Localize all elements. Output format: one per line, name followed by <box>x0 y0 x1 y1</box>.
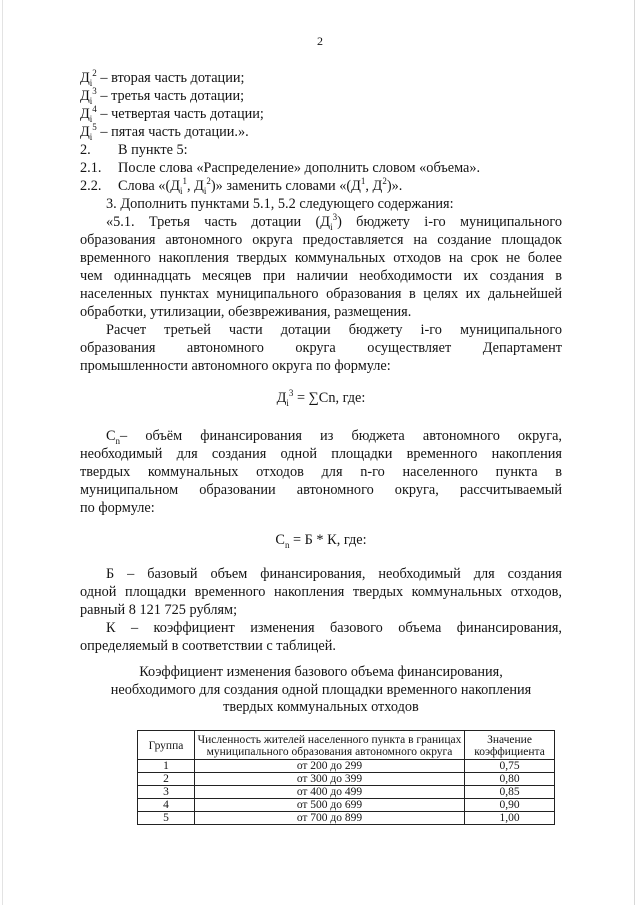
table-row <box>138 799 555 812</box>
table-title-line: твердых коммунальных отходов <box>223 699 419 715</box>
paragraph-5-1-line: образования автономного округа предоставляется на создание площадок <box>80 232 562 248</box>
paragraph-5-1-line: обработки, утилизации, обезвреживания, размещения. <box>80 304 412 320</box>
def-line: $Д_i^5$ – пятая часть дотации.». <box>80 122 249 142</box>
cell-group: 1 <box>138 760 195 773</box>
def-line: $Д_i^2$ – вторая часть дотации; <box>80 68 245 88</box>
cell-population: от 700 до 899 <box>195 812 465 825</box>
cell-coefficient: 0,80 <box>465 773 555 786</box>
cell-coefficient: 0,85 <box>465 786 555 799</box>
header-coefficient: Значение коэффициента <box>465 731 555 760</box>
item-2-1: 2.1. После слова «Распределение» дополнить словом «объема». <box>80 160 481 176</box>
table-title-line: необходимого для создания одной площадки временного накопления <box>110 682 532 698</box>
table-row <box>138 760 555 773</box>
cn-def-line: необходимый для создания одной площадки временного накопления <box>80 446 562 462</box>
calc-line: Расчет третьей части дотации бюджету i-го муниципального <box>106 322 562 338</box>
cell-group: 2 <box>138 773 195 786</box>
cell-group: 5 <box>138 812 195 825</box>
scan-edge-right <box>634 0 635 905</box>
cn-def-line: твердых коммунальных отходов для n-го населенного пункта в <box>80 464 562 480</box>
formula-d3: $Д_i^3 = \sum Cn$, где: <box>276 388 366 408</box>
item-3: 3. Дополнить пунктами 5.1, 5.2 следующего содержания: <box>106 196 454 212</box>
coefficient-table <box>137 730 555 825</box>
calc-line: образования автономного округа осуществляет Департамент <box>80 340 562 356</box>
k-def-line: К – коэффициент изменения базового объема финансирования, <box>106 620 562 636</box>
formula-cn: $C_n = Б * К$, где: <box>275 532 367 550</box>
header-population: Численность жителей населенного пункта в границах муниципального образования автономного округа <box>195 731 465 760</box>
b-def-line: одной площадки временного накопления твердых коммунальных отходов, <box>80 584 562 600</box>
cn-def-line: по формуле: <box>80 500 155 516</box>
item-2-2: 2.2. Слова «($Д_i^1$, $Д_i^2$)» заменить словами «($Д^1$, $Д^2$)». <box>80 176 403 196</box>
table-header-row <box>138 731 555 760</box>
cell-population: от 200 до 299 <box>195 760 465 773</box>
paragraph-5-1-line: «5.1. Третья часть дотации $(Д_i^3)$ бюджету i-го муниципального <box>106 212 562 232</box>
paragraph-5-1-line: населенных пунктах муниципального образования в целях их дальнейшей <box>80 286 562 302</box>
cn-def-line: $C_n-$ объём финансирования из бюджета автономного округа, <box>106 428 562 446</box>
b-def-line: равный 8 121 725 рублям; <box>80 602 238 618</box>
k-def-line: определяемый в соответствии с таблицей. <box>80 638 336 654</box>
def-line: $Д_i^4$ – четвертая часть дотации; <box>80 104 264 124</box>
paragraph-5-1-line: временного накопления твердых коммунальных отходов на срок не более <box>80 250 562 266</box>
table-title-line: Коэффициент изменения базового объема финансирования, <box>139 664 503 680</box>
cell-coefficient: 0,90 <box>465 799 555 812</box>
cell-population: от 300 до 399 <box>195 773 465 786</box>
table-row <box>138 812 555 825</box>
item-2: 2. В пункте 5: <box>80 142 188 158</box>
calc-line: промышленности автономного округа по формуле: <box>80 358 391 374</box>
table-row <box>138 773 555 786</box>
paragraph-5-1-line: чем одиннадцать месяцев при наличии необходимости их создания в <box>80 268 562 284</box>
cell-group: 4 <box>138 799 195 812</box>
cell-population: от 400 до 499 <box>195 786 465 799</box>
cell-coefficient: 1,00 <box>465 812 555 825</box>
page-number: 2 <box>317 34 323 48</box>
cell-coefficient: 0,75 <box>465 760 555 773</box>
cn-def-line: муниципальном образовании автономного округа, рассчитываемый <box>80 482 562 498</box>
def-line: $Д_i^3$ – третья часть дотации; <box>80 86 245 106</box>
cell-population: от 500 до 699 <box>195 799 465 812</box>
table-row <box>138 786 555 799</box>
header-group: Группа <box>138 731 195 760</box>
b-def-line: Б – базовый объем финансирования, необходимый для создания <box>106 566 562 582</box>
cell-group: 3 <box>138 786 195 799</box>
scan-edge-left <box>2 0 3 905</box>
